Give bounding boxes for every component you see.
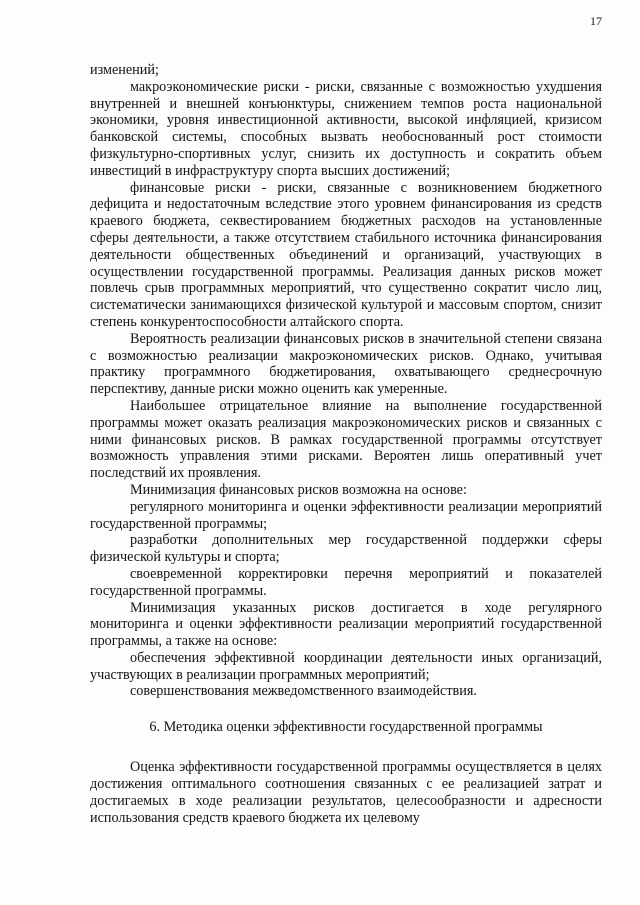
paragraph: регулярного мониторинга и оценки эффективности реализации мероприятий государственной программы; <box>90 498 602 532</box>
paragraph: изменений; <box>90 62 159 78</box>
paragraph: Минимизация финансовых рисков возможна на основе: <box>130 481 467 498</box>
document-body <box>90 62 602 826</box>
paragraph: совершенствования межведомственного взаимодействия. <box>130 683 477 700</box>
paragraph: финансовые риски - риски, связанные с возникновением бюджетного дефицита и недостаточным вследствие этого уровнем финансирования из средств краевого бюджета, секвестированием бюджетных расходов на установленные сферы деятельности, а также отсутствием стабильного источника финансирования деятельности общественных объединений и организаций, участвующих в осуществлении государственной программы. Реализация данных рисков может повлечь срыв программных мероприятий, что существенно сократит число лиц, систематически занимающихся физической культурой и массовым спортом, снизит степень конкурентоспособности алтайского спорта. <box>90 179 602 330</box>
risk-section-text <box>90 62 602 700</box>
paragraph: Оценка эффективности государственной программы осуществляется в целях достижения оптимального соотношения связанных с ее реализацией затрат и достигаемых в ходе реализации результатов, целесообразности и адресности использования средств краевого бюджета их целевому <box>90 759 602 826</box>
page-number: 17 <box>590 14 602 28</box>
paragraph: Вероятность реализации финансовых рисков в значительной степени связана с возможностью реализации макроэкономических рисков. Однако, учитывая практику программного бюджетирования, охватывающего среднесрочную перспективу, данные риски можно оценить как умеренные. <box>90 330 602 398</box>
paragraph: разработки дополнительных мер государственной поддержки сферы физической культуры и спорта; <box>90 532 602 566</box>
section-heading: 6. Методика оценки эффективности государственной программы <box>149 719 543 736</box>
paragraph: обеспечения эффективной координации деятельности иных организаций, участвующих в реализации программных мероприятий; <box>90 649 602 683</box>
paragraph: Минимизация указанных рисков достигается в ходе регулярного мониторинга и оценки эффективности реализации мероприятий государственной программы, а также на основе: <box>90 599 602 650</box>
paragraph: макроэкономические риски - риски, связанные с возможностью ухудшения внутренней и внешней конъюнктуры, снижением темпов роста национальной экономики, уровня инвестиционной активности, высокой инфляцией, кризисом банковской системы, способных вызвать необоснованный рост стоимости физкультурно-спортивных услуг, снизить их доступность и сократить объем инвестиций в инфраструктуру спорта высших достижений; <box>90 78 602 179</box>
paragraph: Наибольшее отрицательное влияние на выполнение государственной программы может оказать реализация макроэкономических рисков и связанных с ними финансовых рисков. В рамках государственной программы отсутствует возможность управления этими рисками. Вероятен лишь оперативный учет последствий их проявления. <box>90 397 602 482</box>
paragraph: своевременной корректировки перечня мероприятий и показателей государственной программы. <box>90 565 602 599</box>
evaluation-section-text <box>90 759 602 826</box>
